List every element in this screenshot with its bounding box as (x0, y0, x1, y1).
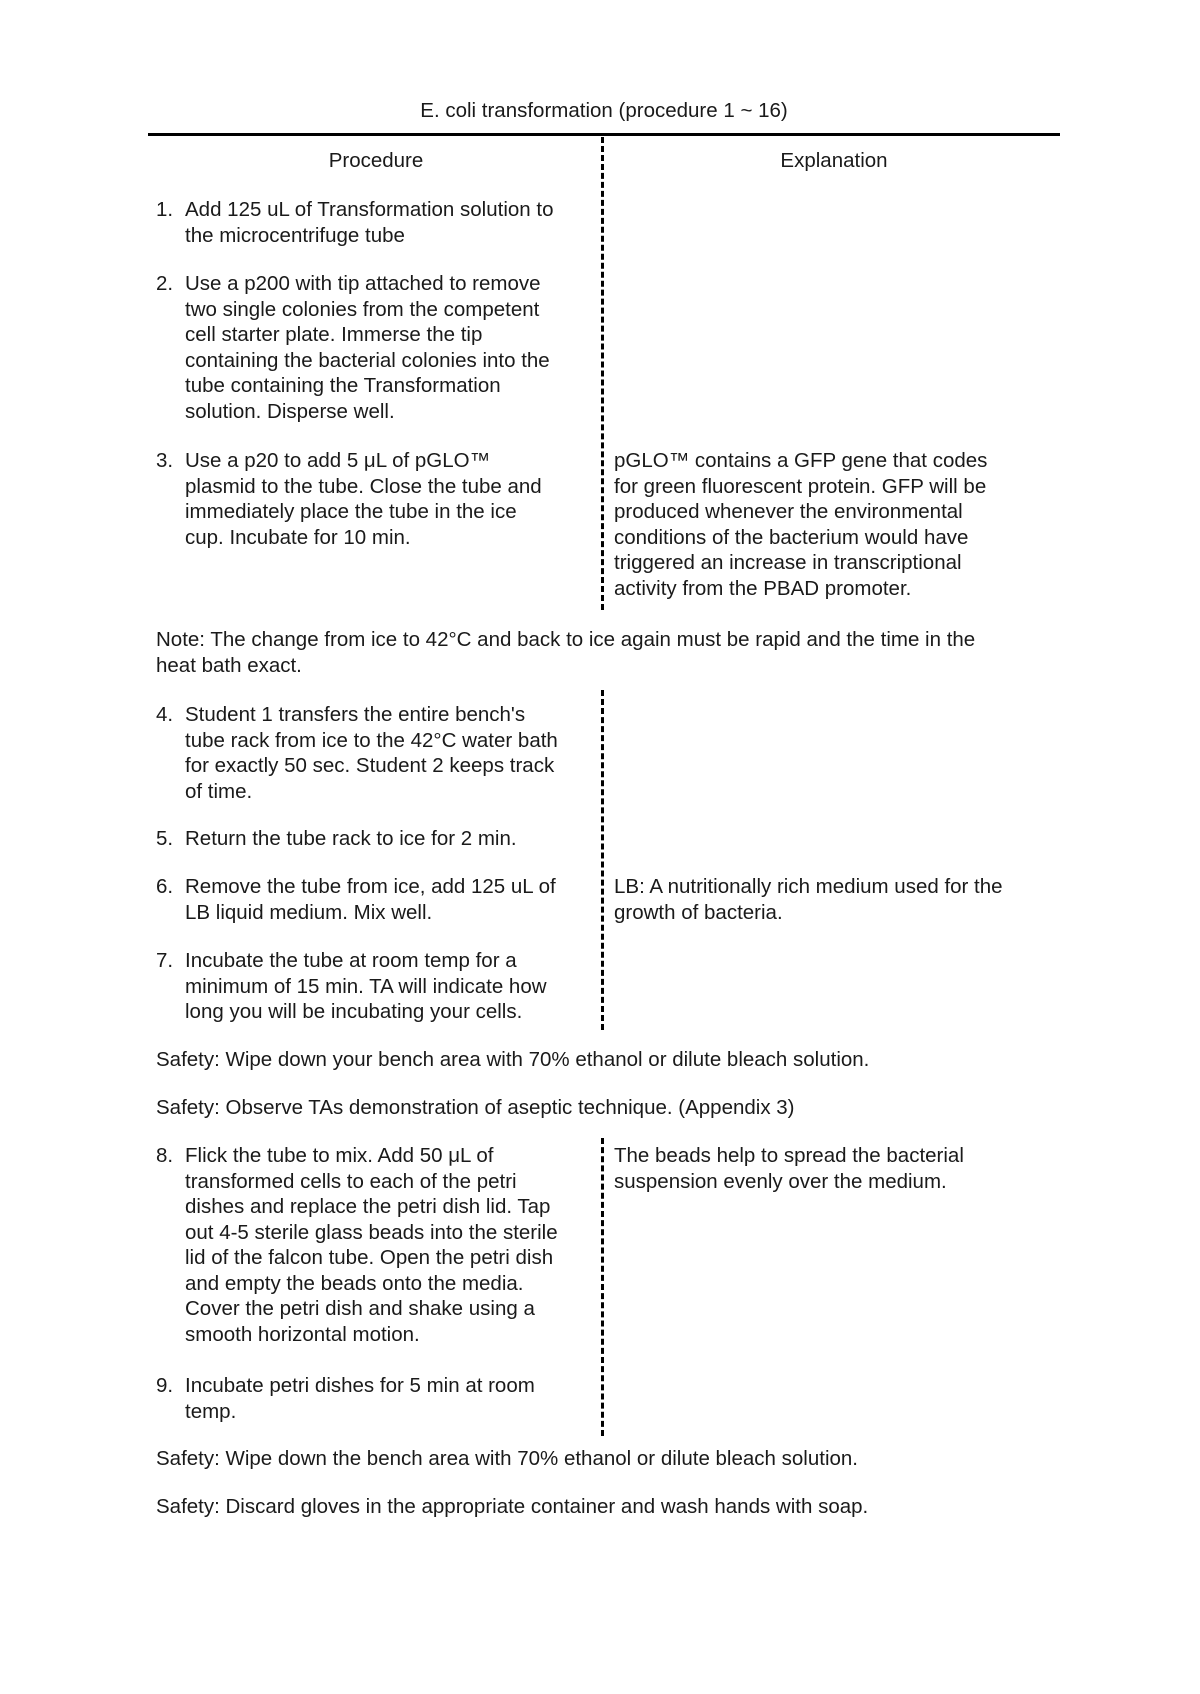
explanation-step-8: The beads help to spread the bacterial suspension evenly over the medium. (614, 1144, 964, 1193)
step-number: 6. (156, 875, 174, 898)
column-divider (601, 690, 604, 1030)
safety-note-2: Safety: Observe TAs demonstration of aseptic technique. (Appendix 3) (156, 1096, 795, 1119)
step-text: Incubate petri dishes for 5 min at room temp. (185, 1374, 535, 1423)
step-number: 8. (156, 1144, 174, 1167)
step-number: 3. (156, 449, 174, 472)
step-text: Use a p200 with tip attached to remove two single colonies from the competent cell starter plate. Immerse the tip containing the bacterial colonies into the tube containing the Transformation solution. Disperse well. (185, 272, 550, 423)
procedure-step-1 (156, 197, 596, 248)
column-divider (601, 1138, 604, 1436)
step-text: Use a p20 to add 5 μL of pGLO™ plasmid to the tube. Close the tube and immediately place the tube in the ice cup. Incubate for 10 min. (185, 449, 542, 549)
procedure-step-9 (156, 1373, 596, 1424)
explanation-header: Explanation (780, 149, 888, 172)
step-text: Student 1 transfers the entire bench's tube rack from ice to the 42°C water bath for exactly 50 sec. Student 2 keeps track of time. (185, 703, 558, 803)
step-text: Return the tube rack to ice for 2 min. (185, 827, 517, 850)
step-text: Add 125 uL of Transformation solution to the microcentrifuge tube (185, 198, 554, 247)
step-text: Incubate the tube at room temp for a minimum of 15 min. TA will indicate how long you will be incubating your cells. (185, 949, 547, 1023)
step-text: Remove the tube from ice, add 125 uL of LB liquid medium. Mix well. (185, 875, 556, 924)
procedure-step-2 (156, 271, 596, 424)
step-number: 7. (156, 949, 174, 972)
procedure-step-8 (156, 1143, 596, 1347)
column-divider (601, 137, 604, 610)
step-number: 2. (156, 272, 174, 295)
explanation-step-3: pGLO™ contains a GFP gene that codes for green fluorescent protein. GFP will be produced whenever the environmental conditions of the bacterium would have triggered an increase in transcriptional activity from the PBAD promoter. (614, 449, 988, 600)
procedure-step-3 (156, 448, 596, 550)
document-title: E. coli transformation (procedure 1 ~ 16) (420, 99, 788, 122)
step-text: Flick the tube to mix. Add 50 μL of transformed cells to each of the petri dishes and replace the petri dish lid. Tap out 4-5 sterile glass beads into the sterile lid of the falcon tube. Open the petri dish and empty the beads onto the media. Cover the petri dish and shake using a smooth horizontal motion. (185, 1144, 558, 1346)
heat-shock-note: Note: The change from ice to 42°C and back to ice again must be rapid and the time in the heat bath exact. (156, 628, 976, 677)
safety-note-3: Safety: Wipe down the bench area with 70% ethanol or dilute bleach solution. (156, 1447, 858, 1470)
title-rule (148, 133, 1060, 136)
procedure-step-4 (156, 702, 596, 804)
step-number: 9. (156, 1374, 174, 1397)
step-number: 5. (156, 827, 174, 850)
safety-note-4: Safety: Discard gloves in the appropriate container and wash hands with soap. (156, 1495, 869, 1518)
procedure-step-5 (156, 826, 596, 852)
step-number: 4. (156, 703, 174, 726)
procedure-step-6 (156, 874, 596, 925)
procedure-header: Procedure (328, 149, 424, 172)
procedure-step-7 (156, 948, 596, 1025)
safety-note-1: Safety: Wipe down your bench area with 70% ethanol or dilute bleach solution. (156, 1048, 870, 1071)
step-number: 1. (156, 198, 174, 221)
explanation-step-6: LB: A nutritionally rich medium used for the growth of bacteria. (614, 875, 1003, 924)
